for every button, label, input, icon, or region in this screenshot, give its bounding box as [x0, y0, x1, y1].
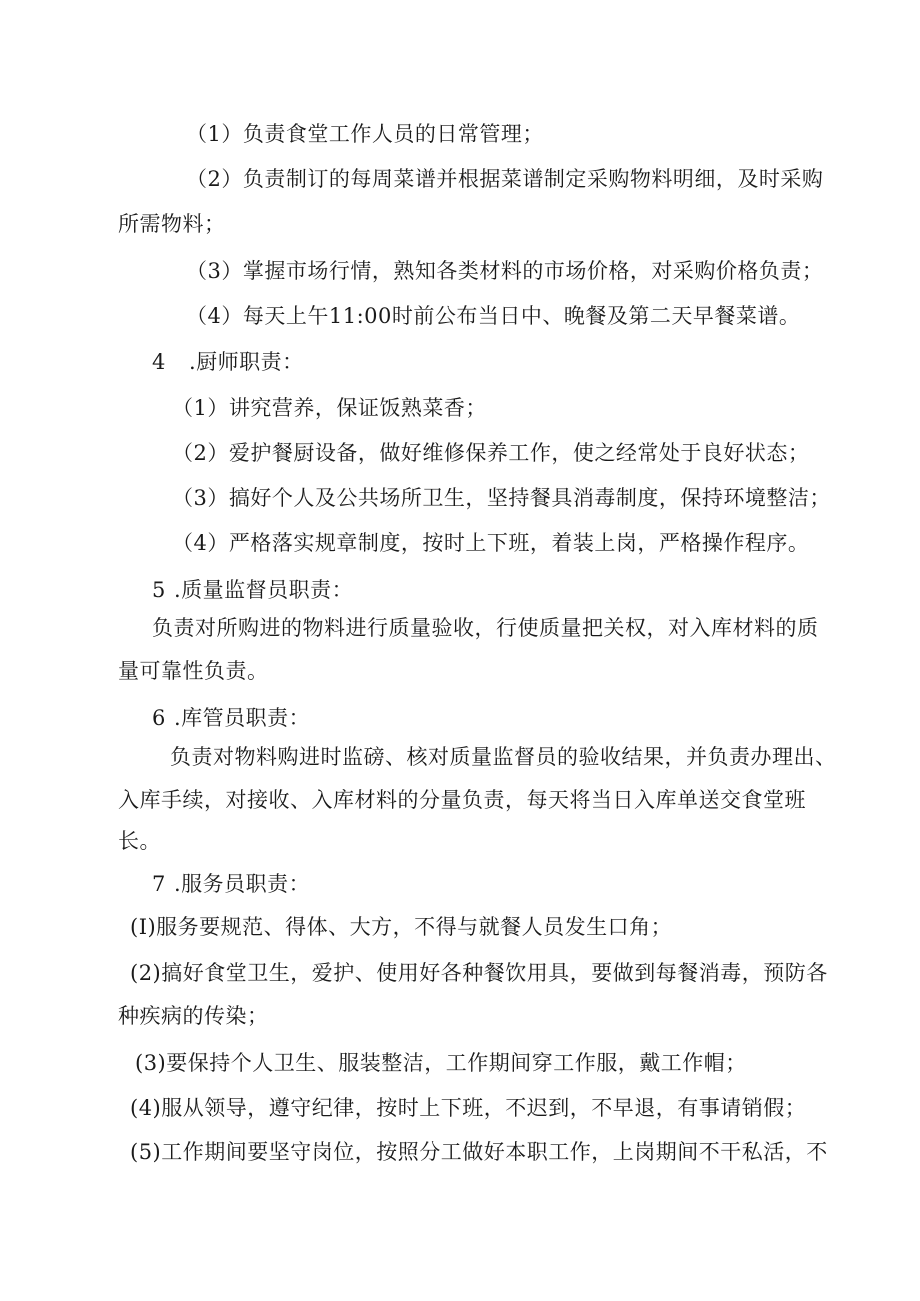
text-line: 负责对物料购进时监磅、核对质量监督员的验收结果，并负责办理出、 [170, 745, 837, 769]
section-heading [152, 575, 353, 605]
text-line: (5)工作期间要坚守岗位，按照分工做好本职工作，上岗期间不干私活，不 [130, 1140, 828, 1164]
section-number: 6 [152, 706, 166, 730]
text-line: （2）负责制订的每周菜谱并根据菜谱制定采购物料明细，及时采购 [186, 167, 824, 191]
section-heading [152, 703, 310, 733]
section-title: .质量监督员职责： [174, 578, 354, 602]
text-line: (2)搞好食堂卫生，爱护、使用好各种餐饮用具，要做到每餐消毒，预防各 [130, 961, 828, 985]
text-line: 种疾病的传染； [118, 1004, 269, 1028]
text-line: （1）负责食堂工作人员的日常管理； [186, 122, 544, 146]
text-line: 长。 [118, 829, 161, 853]
section-number: 4 [152, 350, 166, 374]
text-line: （2）爱护餐厨设备，做好维修保养工作，使之经常处于良好状态； [172, 441, 810, 465]
text-line: (4)服从领导，遵守纪律，按时上下班，不迟到，不早退，有事请销假； [130, 1096, 807, 1120]
section-heading [152, 869, 310, 899]
section-title: .库管员职责： [174, 706, 311, 730]
text-line: 负责对所购进的物料进行质量验收，行使质量把关权，对入库材料的质 [152, 616, 819, 640]
text-line: （1）讲究营养，保证饭熟菜香； [172, 396, 487, 420]
text-line: （3）搞好个人及公共场所卫生，坚持餐具消毒制度，保持环境整洁； [172, 486, 831, 510]
text-line: 所需物料； [118, 212, 226, 236]
section-heading [152, 347, 304, 377]
text-line: 量可靠性负责。 [118, 659, 269, 683]
section-number: 7 [152, 872, 166, 896]
section-number: 5 [152, 578, 166, 602]
text-line: （3）掌握市场行情，熟知各类材料的市场价格，对采购价格负责； [186, 259, 824, 283]
text-line: （4）每天上午11:00时前公布当日中、晚餐及第二天早餐菜谱。 [186, 304, 801, 328]
section-title: .服务员职责： [174, 872, 311, 896]
section-title: .厨师职责： [189, 350, 304, 374]
text-line: 入库手续，对接收、入库材料的分量负责，每天将当日入库单送交食堂班 [118, 788, 806, 812]
text-line: (I)服务要规范、得体、大方，不得与就餐人员发生口角； [130, 915, 673, 939]
text-line: (3)要保持个人卫生、服装整洁，工作期间穿工作服，戴工作帽； [135, 1051, 747, 1075]
text-line: （4）严格落实规章制度，按时上下班，着装上岗，严格操作程序。 [172, 531, 810, 555]
